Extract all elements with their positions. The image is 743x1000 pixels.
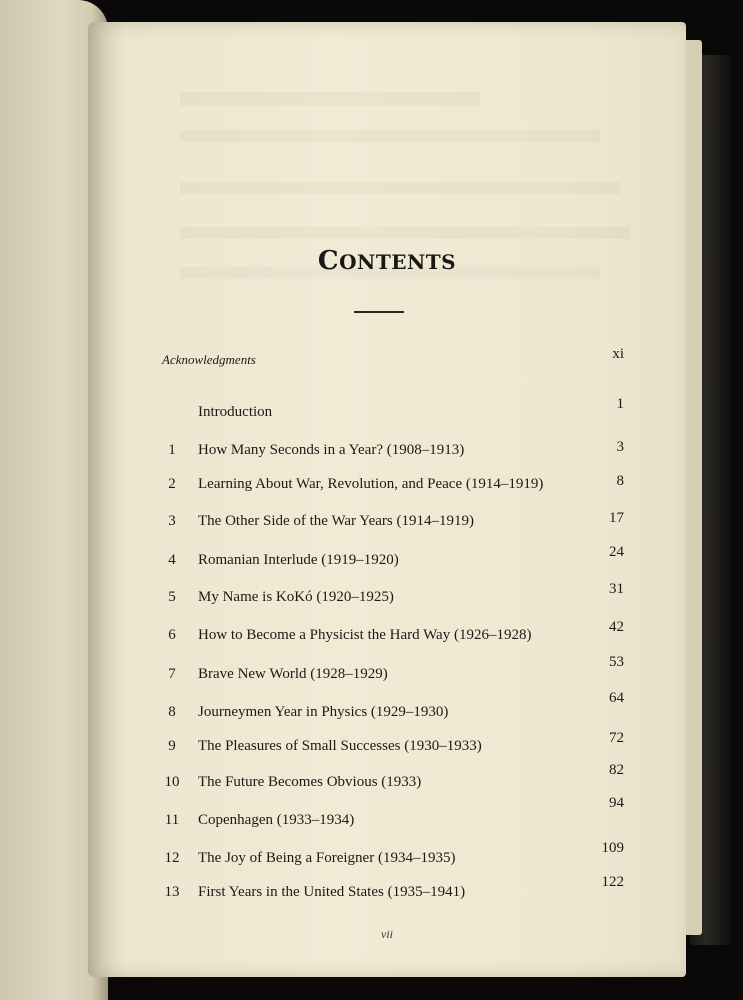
title-rule [354,311,404,313]
toc-chapter-number: 8 [168,704,176,720]
toc-title: Learning About War, Revolution, and Peace (1914–1919) [198,476,544,492]
toc-page: 72 [609,730,624,746]
toc-page: 3 [616,439,624,455]
toc-chapter-number: 7 [168,666,176,682]
toc-title: Acknowledgments [162,352,256,367]
toc-title: The Pleasures of Small Successes (1930–1933) [198,738,482,754]
toc-title: Romanian Interlude (1919–1920) [198,552,399,568]
toc-chapter-number: 4 [168,552,176,568]
contents-page [88,22,686,977]
toc-chapter-number: 6 [168,627,176,643]
toc-page: 122 [601,874,624,890]
toc-chapter-number: 1 [168,442,176,458]
toc-page: 17 [609,510,624,526]
toc-title: Journeymen Year in Physics (1929–1930) [198,704,449,720]
toc-page: 42 [609,619,624,635]
toc-title: How Many Seconds in a Year? (1908–1913) [198,442,465,458]
toc-title: First Years in the United States (1935–1941) [198,884,466,900]
toc-title: The Future Becomes Obvious (1933) [198,774,422,790]
toc-page: 8 [616,473,624,489]
toc-title: The Joy of Being a Foreigner (1934–1935) [198,850,456,866]
toc-chapter-number: 11 [164,812,180,828]
toc-chapter-number: 3 [168,513,176,529]
toc-title: Brave New World (1928–1929) [198,666,388,682]
toc-chapter-number: 2 [168,476,176,492]
toc-title: Copenhagen (1933–1934) [198,812,355,828]
show-through [180,227,630,239]
toc-page: 82 [609,762,624,778]
page-number: vii [381,927,393,941]
toc-title: The Other Side of the War Years (1914–1919) [198,513,474,529]
page-title: CONTENTS [317,246,457,276]
toc-page: 31 [609,581,624,597]
toc-page: 109 [601,840,624,856]
toc-chapter-number: 10 [164,774,180,790]
toc-page: 94 [609,795,624,811]
show-through [180,130,600,142]
toc-page: 1 [616,396,624,412]
toc-chapter-number: 9 [168,738,176,754]
show-through [180,182,620,194]
toc-title: How to Become a Physicist the Hard Way (1926–1928) [198,627,532,643]
toc-page: 53 [609,654,624,670]
toc-page: 24 [609,544,624,560]
toc-title: My Name is KoKó (1920–1925) [198,589,394,605]
toc-page: 64 [609,690,624,706]
toc-page: xi [612,346,624,362]
show-through [180,92,480,106]
toc-chapter-number: 5 [168,589,176,605]
toc-title: Introduction [198,404,273,420]
toc-chapter-number: 13 [164,884,180,900]
toc-chapter-number: 12 [164,850,180,866]
